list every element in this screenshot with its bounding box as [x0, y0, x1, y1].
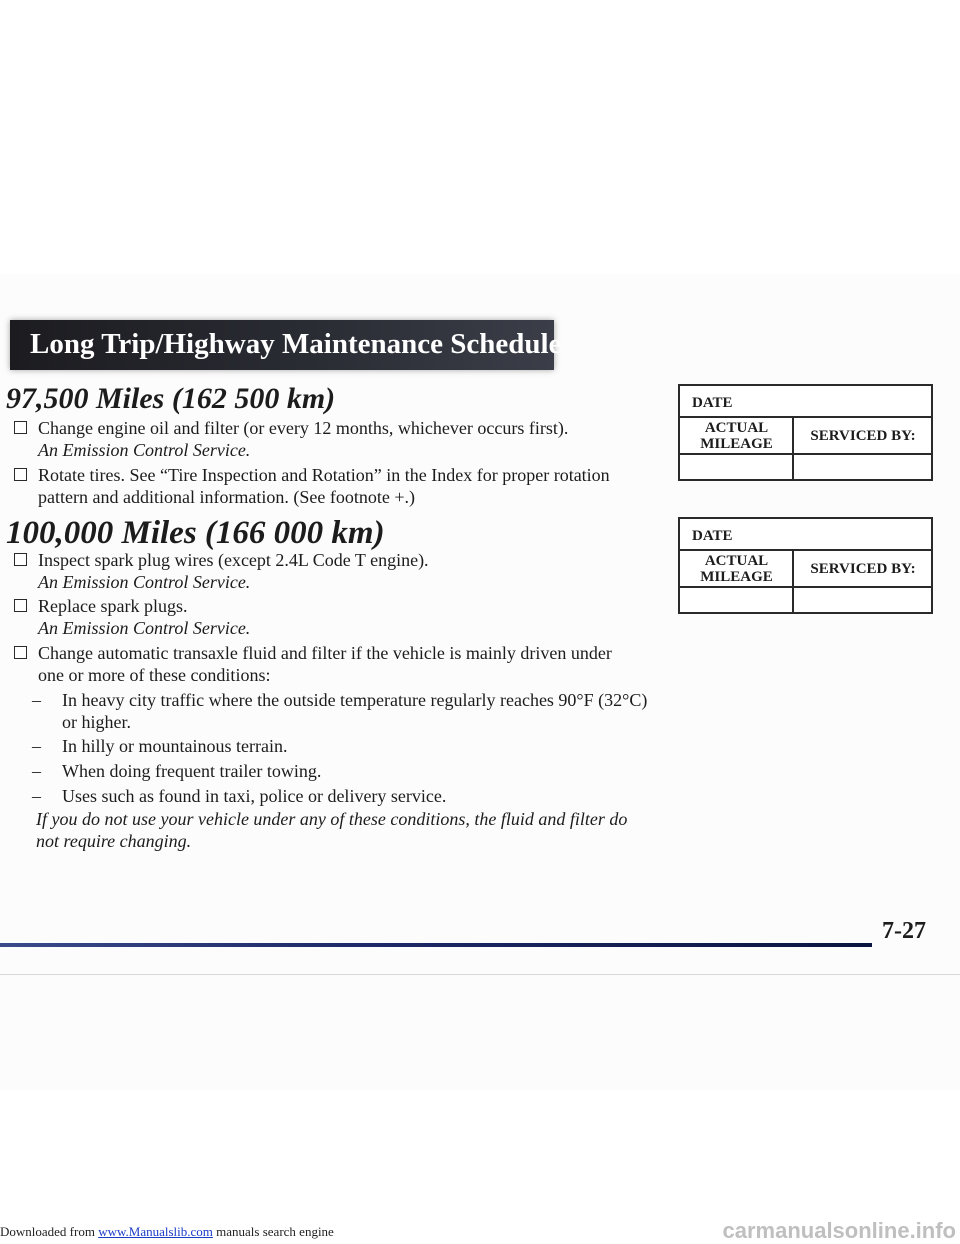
mileage-label: ACTUAL MILEAGE [700, 420, 773, 452]
item-text: Rotate tires. See “Tire Inspection and Rotation” in the Index for proper rotation pattern and additional information. (See footnote +.) [38, 465, 610, 507]
checkbox-icon[interactable] [14, 599, 27, 612]
watermark: carmanualsonline.info [722, 1218, 956, 1243]
condition-text: In heavy city traffic where the outside temperature regularly reaches 90°F (32°C) or higher. [62, 690, 648, 732]
service-record-box [678, 517, 933, 614]
date-label: DATE [692, 395, 733, 411]
divider [0, 974, 960, 975]
service-record-box [678, 384, 933, 481]
serviced-by-label: SERVICED BY: [810, 428, 916, 444]
item-text: Change engine oil and filter (or every 12 months, whichever occurs first). [38, 418, 569, 438]
condition-text: Uses such as found in taxi, police or delivery service. [62, 786, 447, 806]
footer-suffix: manuals search engine [216, 1224, 334, 1239]
date-row[interactable] [680, 519, 931, 551]
checkbox-icon[interactable] [14, 646, 27, 659]
emission-note: An Emission Control Service. [38, 618, 251, 638]
item-text: Replace spark plugs. [38, 596, 188, 616]
page-rule [0, 943, 872, 947]
date-label: DATE [692, 528, 733, 544]
final-note: If you do not use your vehicle under any of these conditions, the fluid and filter do not require changing. [36, 809, 628, 851]
footer-prefix: Downloaded from [0, 1224, 95, 1239]
emission-note: An Emission Control Service. [38, 440, 251, 460]
download-footer [0, 1224, 334, 1240]
page-number: 7-27 [882, 918, 926, 944]
column-divider [792, 551, 794, 612]
item-text: Inspect spark plug wires (except 2.4L Code T engine). [38, 550, 429, 570]
checkbox-icon[interactable] [14, 421, 27, 434]
mileage-label: ACTUAL MILEAGE [700, 553, 773, 585]
section-heading-97500: 97,500 Miles (162 500 km) [6, 382, 336, 415]
header-row [680, 551, 931, 588]
condition-text: When doing frequent trailer towing. [62, 761, 322, 781]
date-row[interactable] [680, 386, 931, 418]
checkbox-icon[interactable] [14, 553, 27, 566]
manualslib-link[interactable]: www.Manualslib.com [98, 1224, 213, 1239]
emission-note: An Emission Control Service. [38, 572, 251, 592]
section-heading-100000: 100,000 Miles (166 000 km) [6, 515, 385, 551]
serviced-by-label: SERVICED BY: [810, 561, 916, 577]
header-row [680, 418, 931, 455]
condition-text: In hilly or mountainous terrain. [62, 736, 288, 756]
page-title: Long Trip/Highway Maintenance Schedule [30, 328, 562, 360]
checkbox-icon[interactable] [14, 468, 27, 481]
column-divider [792, 418, 794, 479]
item-text: Change automatic transaxle fluid and filter if the vehicle is mainly driven under one or more of these conditions: [38, 643, 612, 685]
